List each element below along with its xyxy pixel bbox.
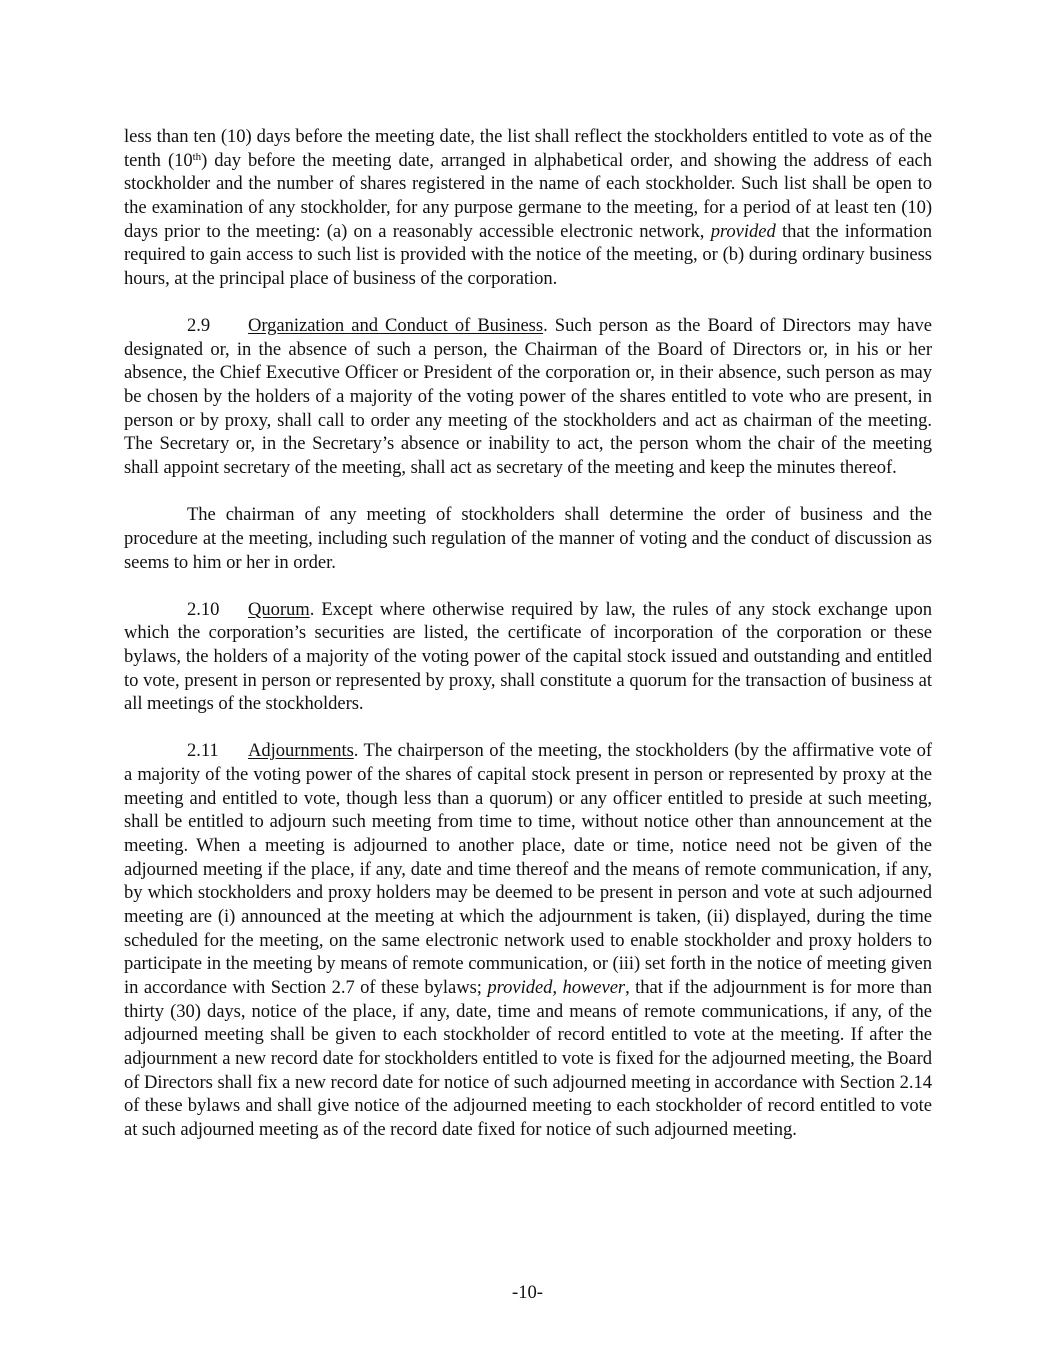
text: that the information required to gain access to such list is provided with the notice of the meeting, or (b) during ordinary business hours, at the principal place of business of the corporation.	[124, 220, 932, 289]
section-2-11	[124, 739, 932, 1141]
text: The chairman of any meeting of stockholders shall determine the order of business and the procedure at the meeting, including such regulation of the manner of voting and the conduct of discussion as seems to him or her in order.	[124, 504, 932, 573]
text: ) day before the meeting date, arranged in alphabetical order, and showing the address of each stockholder and the number of shares registered in the name of each stockholder. Such list shall be open to the examination of any stockholder, for any purpose germane to the meeting, for a period of at least ten (10) days prior to the meeting: (a) on a reasonably accessible electronic network,	[124, 149, 932, 242]
section-body: . Except where otherwise required by law, the rules of any stock exchange upon which the corporation’s securities are listed, the certificate of incorporation of the corporation or these bylaws, the holders of a majority of the voting power of the capital stock issued and outstanding and entitled to vote, present in person or represented by proxy, shall constitute a quorum for the transaction of business at all meetings of the stockholders.	[124, 598, 932, 715]
paragraph-chairman-order	[124, 503, 932, 574]
section-body: . The chairperson of the meeting, the stockholders (by the affirmative vote of a majority of the voting power of the shares of capital stock present in person or represented by proxy at the meeting and entitled to vote, though less than a quorum) or any officer entitled to preside at such meeting, shall be entitled to adjourn such meeting from time to time, without notice other than announcement at the meeting. When a meeting is adjourned to another place, date or time, notice need not be given of the adjourned meeting if the place, if any, date and time thereof and the means of remote communication, if any, by which stockholders and proxy holders may be deemed to be present in person and vote at such adjourned meeting are (i) announced at the meeting at which the adjournment is taken, (ii) displayed, during the time scheduled for the meeting, on the same electronic network used to enable stockholder and proxy holders to participate in the meeting by means of remote communication, or (iii) set forth in the notice of meeting given in accordance with Section 2.7 of these bylaws;	[124, 740, 932, 998]
section-body: . Such person as the Board of Directors may have designated or, in the absence of such a person, the Chairman of the Board of Directors or, in his or her absence, the Chief Executive Officer or President of the corporation or, in their absence, such person as may be chosen by the holders of a majority of the voting power of the shares entitled to vote who are present, in person or by proxy, shall call to order any meeting of the stockholders and act as chairman of the meeting. The Secretary or, in the Secretary’s absence or inability to act, the person whom the chair of the meeting shall appoint secretary of the meeting, shall act as secretary of the meeting and keep the minutes thereof.	[124, 315, 932, 479]
page-number: -10-	[512, 1282, 543, 1303]
document-page	[124, 125, 932, 1165]
emphasis-provided: provided	[710, 220, 776, 242]
emphasis-provided-however: provided, however	[487, 977, 626, 998]
section-heading: Adjournments	[248, 740, 354, 762]
superscript: th	[192, 150, 202, 163]
section-heading: Organization and Conduct of Business	[248, 315, 544, 337]
section-2-10	[124, 598, 932, 716]
section-number: 2.11	[187, 740, 219, 762]
section-body: , that if the adjournment is for more than thirty (30) days, notice of the place, if any, date, time and means of remote communications, if any, of the adjourned meeting shall be given to each stockholder of record entitled to vote at the meeting. If after the adjournment a new record date for stockholders entitled to vote is fixed for the adjourned meeting, the Board of Directors shall fix a new record date for notice of such adjourned meeting in accordance with Section 2.14 of these bylaws and shall give notice of the adjourned meeting to each stockholder of record entitled to vote at such adjourned meeting as of the record date fixed for notice of such adjourned meeting.	[124, 977, 933, 1140]
section-heading: Quorum	[248, 598, 310, 620]
section-2-9	[124, 314, 932, 480]
section-number: 2.10	[187, 598, 220, 620]
section-number: 2.9	[187, 315, 211, 337]
text: less than ten (10) days before the meeting date, the list shall reflect the stockholders entitled to vote as of the tenth (10	[124, 126, 932, 171]
paragraph-stockholder-list-continued	[124, 125, 932, 291]
